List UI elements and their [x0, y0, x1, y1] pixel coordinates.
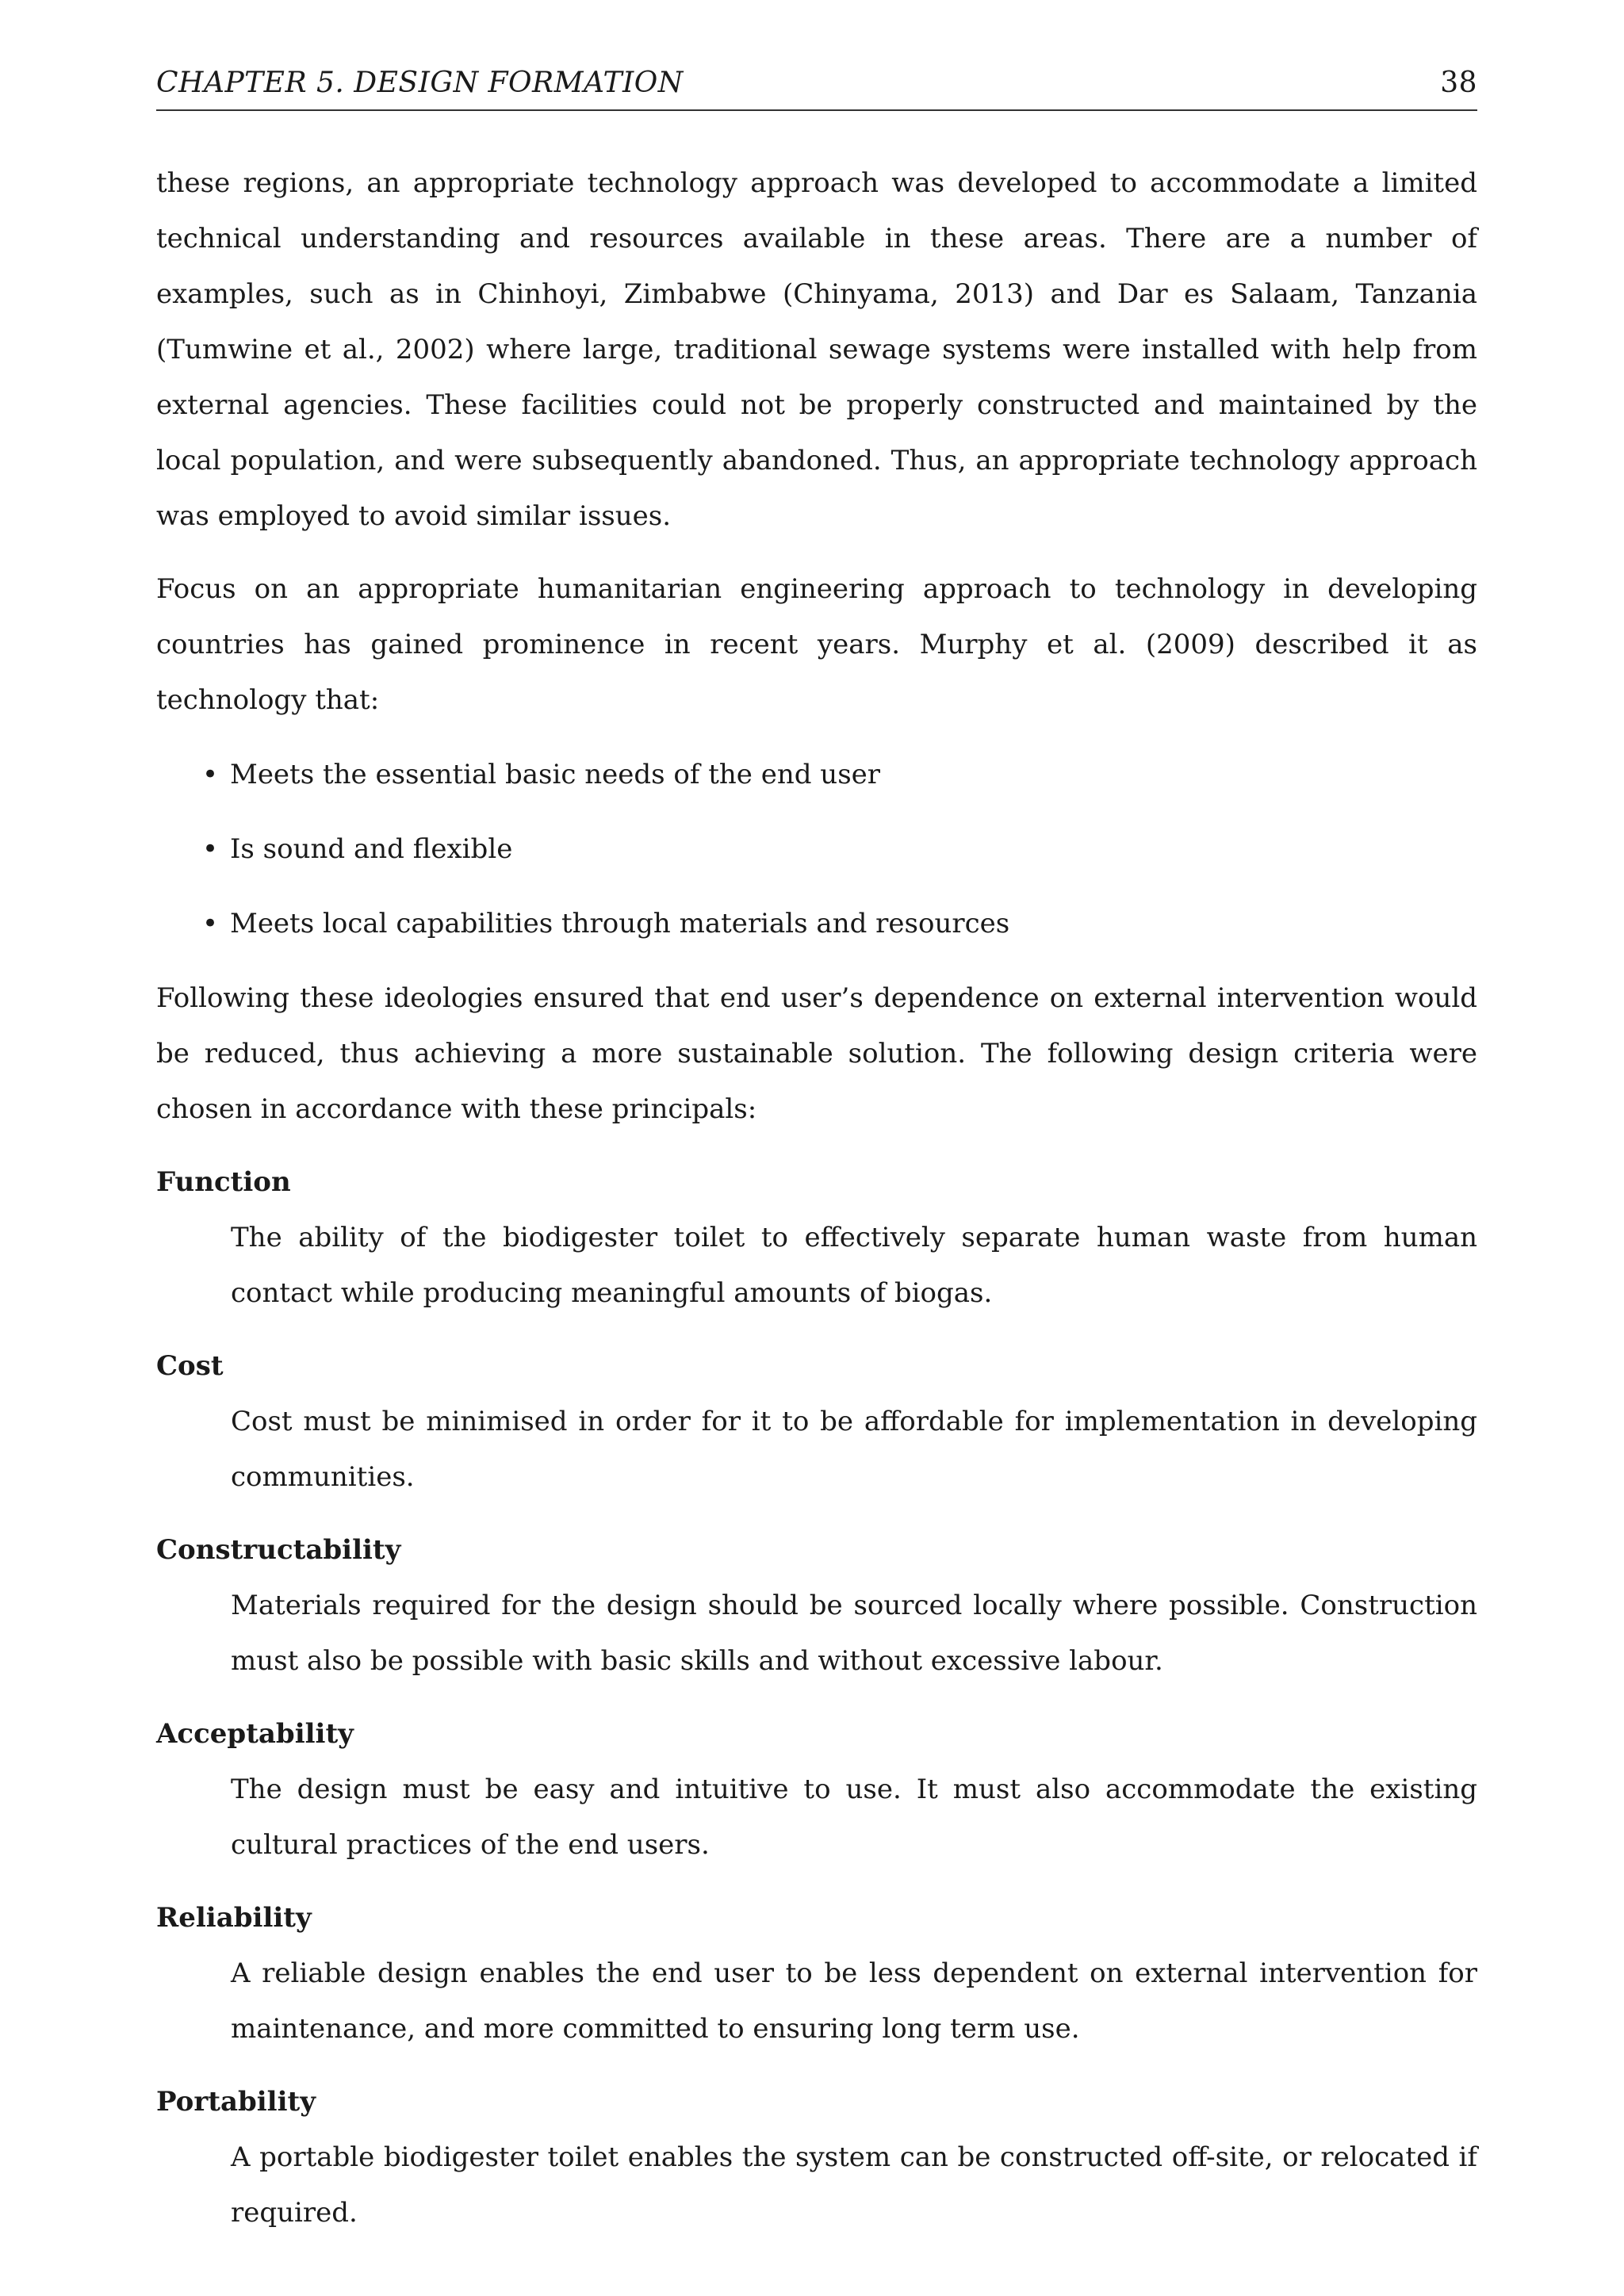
paragraph-criteria-intro: Following these ideologies ensured that end user’s dependence on external intervention would be reduced, thus achieving a more sustainable solution. The following design criteria were chosen in accordance with these principals:	[156, 982, 1477, 1125]
criterion-description: Materials required for the design should be sourced locally where possible. Construction must also be possible with basic skills and without excessive labour.	[231, 1590, 1477, 1677]
bullet-icon: •	[202, 833, 219, 865]
list-item	[156, 821, 1477, 877]
criterion-reliability	[156, 1890, 1477, 2057]
list-item-text: Meets local capabilities through materials and resources	[230, 908, 1010, 939]
list-item	[156, 896, 1477, 951]
criterion-cost	[156, 1338, 1477, 1505]
criterion-description: A reliable design enables the end user to be less dependent on external intervention for maintenance, and more committed to ensuring long term use.	[231, 1957, 1477, 2045]
criterion-term: Portability	[156, 2086, 316, 2118]
list-item-text: Is sound and flexible	[230, 833, 513, 865]
list-item-text: Meets the essential basic needs of the end user	[230, 759, 881, 790]
bullet-list	[156, 747, 1477, 951]
criterion-constructability	[156, 1522, 1477, 1689]
criterion-term: Cost	[156, 1350, 224, 1382]
paragraph-focus: Focus on an appropriate humanitarian engineering approach to technology in developing countries has gained prominence in recent years. Murphy et al. (2009) described it as technology that:	[156, 573, 1477, 716]
criterion-description: The ability of the biodigester toilet to effectively separate human waste from human contact while producing meaningful amounts of biogas.	[231, 1222, 1477, 1309]
paragraph-context: these regions, an appropriate technology approach was developed to accommodate a limited technical understanding and resources available in these areas. There are a number of examples, such as in Chinhoyi, Zimbabwe (Chinyama, 2013) and Dar es Salaam, Tanzania (Tumwine et al., 2002) where large, traditional sewage systems were installed with help from external agencies. These facilities could not be properly constructed and maintained by the local population, and were subsequently abandoned. Thus, an appropriate technology approach was employed to avoid similar issues.	[156, 167, 1477, 532]
list-item	[156, 747, 1477, 802]
criterion-description: A portable biodigester toilet enables the system can be constructed off-site, or relocated if required.	[231, 2141, 1477, 2229]
criterion-acceptability	[156, 1706, 1477, 1873]
bullet-icon: •	[202, 908, 219, 939]
criterion-term: Function	[156, 1166, 291, 1198]
running-header	[156, 63, 1477, 111]
chapter-title: CHAPTER 5. DESIGN FORMATION	[156, 67, 684, 99]
criterion-term: Constructability	[156, 1534, 401, 1566]
criterion-function	[156, 1154, 1477, 1321]
bullet-icon: •	[202, 759, 219, 790]
criterion-description: Cost must be minimised in order for it to be affordable for implementation in developing communities.	[231, 1406, 1477, 1493]
criterion-description: The design must be easy and intuitive to use. It must also accommodate the existing cultural practices of the end users.	[231, 1774, 1477, 1861]
criterion-term: Reliability	[156, 1902, 312, 1934]
page-number: 38	[1440, 67, 1477, 99]
criterion-term: Acceptability	[156, 1718, 354, 1750]
criterion-portability	[156, 2074, 1477, 2241]
body-text	[156, 155, 1477, 2258]
